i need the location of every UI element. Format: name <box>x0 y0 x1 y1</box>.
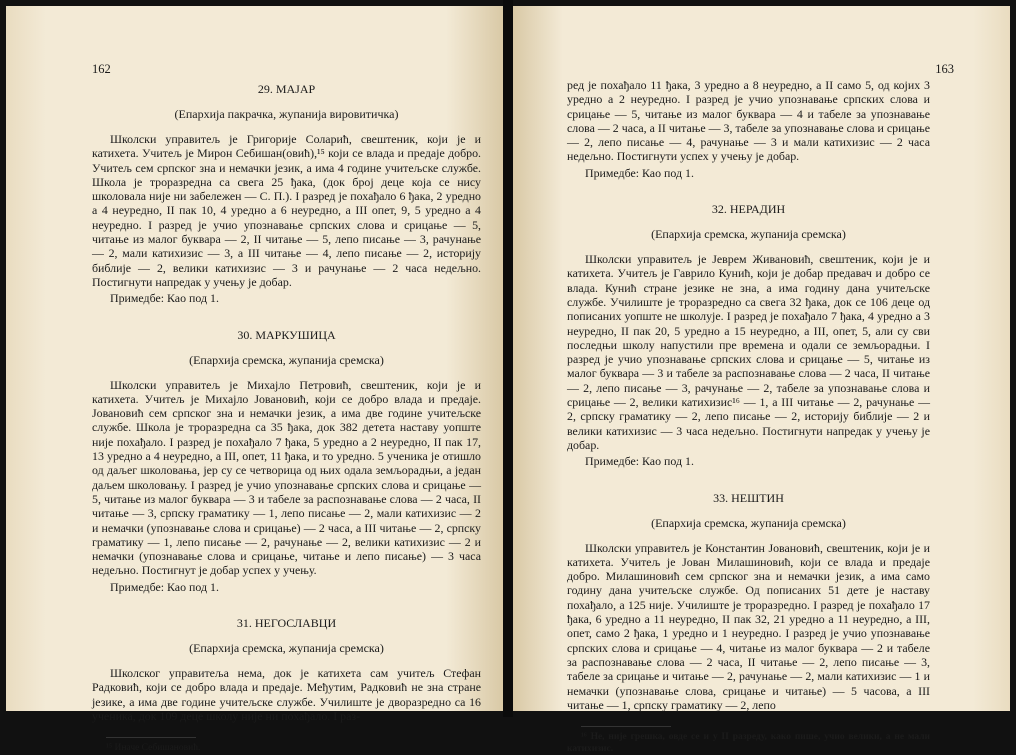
section-note: Примедбе: Као под 1. <box>585 165 694 180</box>
section-subtitle: (Епархија сремска, жупанија сремска) <box>651 227 846 242</box>
section-body: Школски управитељ је Константин Јовановић, свештеник, који је и катихета. Учитељ је Јован Милашиновић, који се влада и предаје добро. Милашиновић сем српског зна и немачки језик, а има само годину дана учитељске службе. Од пописаних 51 дете је наставу похађало, а 125 није. Училиште је троразредно. I разред је похађало 17 ђака, 6 уредно а 11 неуредно, II пак 32, 21 уредно а 11 неуредно, а III, опет, само 2 ђака, 1 уредно и 1 неуредно. I разред је учио упознавање српских слова и срицање — 4, читање из малог буквара — 2 и табеле за распознавање слова — 2 часа, II читање — 2, лепо писање — 3, табеле за срицање и читање — 2, рачунање — 2, мали катихизис — 1 и немачки (упознавање слова, срицање и читање) — 5 часова, а III читање — 1, српску граматику — 2, лепо <box>567 540 930 712</box>
section-title: 31. НЕГОСЛАВЦИ <box>236 616 337 631</box>
section-title: 30. МАРКУШИЦА <box>237 327 336 342</box>
section-body: Школски управитељ је Михајло Петровић, свештеник, који је и катихета. Учитељ је Михајло Јовановић, који се добро влада и предаје. Јовановић сем српског зна и немачки језик, а има две године учитељске службе. Школа је троразредна са 35 ђака, док 382 детета наставу уопште није похађало. I разред је похађало 7 ђака, 5 уредно а 2 неуредно, II пак 17, 13 уредно а 4 неуредно, а III, опет, 11 ђака, и то уредно. 5 ученика је отишло од даљег школовања, јер су се четворица од њих одала земљорадњи, а један даљем школовању. I разред је учио упознавање српских слова и срицање — 5, читање из малог буквара — 3 и табеле за распознавање слова — 2 часа, II читање — 3, српску граматику — 1, лепо писање — 2, мали катихизис — 2 и немачки (упознавање слова и срицање) — 2 часа, а III читање — 2, српску граматику — 1, лепо писање — 2, рачунање — 2, велики катихизис — 2 и немачки (упознавање слова и срицање, читање и лепо писање) — 3 часа недељно. Постигнут је добар успех у учењу. <box>92 377 481 578</box>
section-subtitle: (Епархија сремска, жупанија сремска) <box>189 352 384 367</box>
section-subtitle: (Епархија пакрачка, жупанија вировитичка) <box>174 107 399 121</box>
section-note: Примедбе: Као под 1. <box>110 291 219 306</box>
page-number: 163 <box>935 62 954 76</box>
footnote-rule <box>106 737 196 738</box>
book-spine <box>503 0 513 717</box>
section-title: 29. МАЈАР <box>257 82 316 96</box>
left-page <box>6 6 503 754</box>
footnote: ¹⁶ Не, није грешка, овде се и у II разреду, како пише, учио велики, а не мали катихизис. <box>567 732 930 755</box>
footnote-rule <box>581 726 671 727</box>
section-title: 32. НЕРАДИН <box>711 202 786 217</box>
section-subtitle: (Епархија сремска, жупанија сремска) <box>651 515 846 530</box>
section-note: Примедбе: Као под 1. <box>110 579 219 594</box>
section-note: Примедбе: Као под 1. <box>585 454 694 469</box>
section-body: Школски управитељ је Јеврем Живановић, свештеник, који је и катихета. Учитељ је Гаврило Кунић, који је добар предавач и добро се влада. Кунић стране језике не зна, а има годину дана учитељске службе. Училиште је троразредно са свега 32 ђака, док се 106 деце од пописаних уопште не школује. I разред је похађало 7 ђака, 4 уредно а 3 неуредно, II пак 20, 5 уредно а 15 неуредно, а III, опет, 5, али су сви последњи школу напустили пре времена и одали се земљорадњи. I разред је учио упознавање српских слова и срицање — 5, читање из малог буквара — 3 и табеле за распознавање слова — 2 часа, II читање — 2, лепо писање — 3, рачунање — 2, табеле за упознавање слова и срицање — 2, велики катихизис¹⁶ — 1, а III читање — 2, рачунање — 2, српску граматику — 2, лепо писање — 2, историју библије — 2 и велики катихизис — 3 часа недељно. Постигнути напредак у учењу је добар. <box>567 252 930 452</box>
footnote: ¹⁵ Иначе Себишановић. <box>106 743 201 754</box>
section-body: Школски управитељ је Григорије Соларић, свештеник, који је и катихета. Учитељ је Мирон Себишан(овић),¹⁵ који се влада и предаје добро. Учитељ сем српског зна и немачки језик, а има 4 године учитељске службе. Школа је троразредна са свега 25 ђака, (док број деце која се нису школовала није ни забележен — С. П.). I разред је похађало 6 ђака, 2 уредно а 4 неуредно, II пак 10, 4 уредно а 6 неуредно, а III опет, 9, 5 уредно а 4 неуредно. I разред је учио упознавање српских слова и срицање — 5, читање из малог буквара — 2, II читање — 5, лепо писање — 3, рачунање — 2, мали катихизис — 3, а III читање — 4, лепо писање — 2, историју библије — 2, велики катихизис — 3 и рачунање — 2 часа недељно. Постигнути напредак у учењу је добар. <box>92 132 481 289</box>
section-body: Школског управитеља нема, док је катихета сам учитељ Стефан Радковић, који се добро влада и предаје. Међутим, Радковић не зна стране језике, а има две године учитељске службе. Училиште је дворазредно са 16 ученика, док 109 деце школу није ни похађало. I раз- <box>92 666 481 723</box>
right-page <box>513 6 1010 755</box>
continuation-body: ред је похађало 11 ђака, 3 уредно а 8 неуредно, а II само 5, од којих 3 уредно а 2 неуредно. I разред је учио упознавање српских слова и срицање — 5, читање из малог буквара — 4 и табеле за упознавање слова — 2 часа, а II читање — 3, табеле за упознавање слова и срицање — 2, лепо писање — 4, рачунање — 3 и мали катихизис — 2 часа недељно. Постигнути успех у учењу је добар. <box>567 78 930 164</box>
section-subtitle: (Епархија сремска, жупанија сремска) <box>189 641 384 656</box>
page-number: 162 <box>92 62 111 76</box>
section-title: 33. НЕШТИН <box>713 490 784 505</box>
